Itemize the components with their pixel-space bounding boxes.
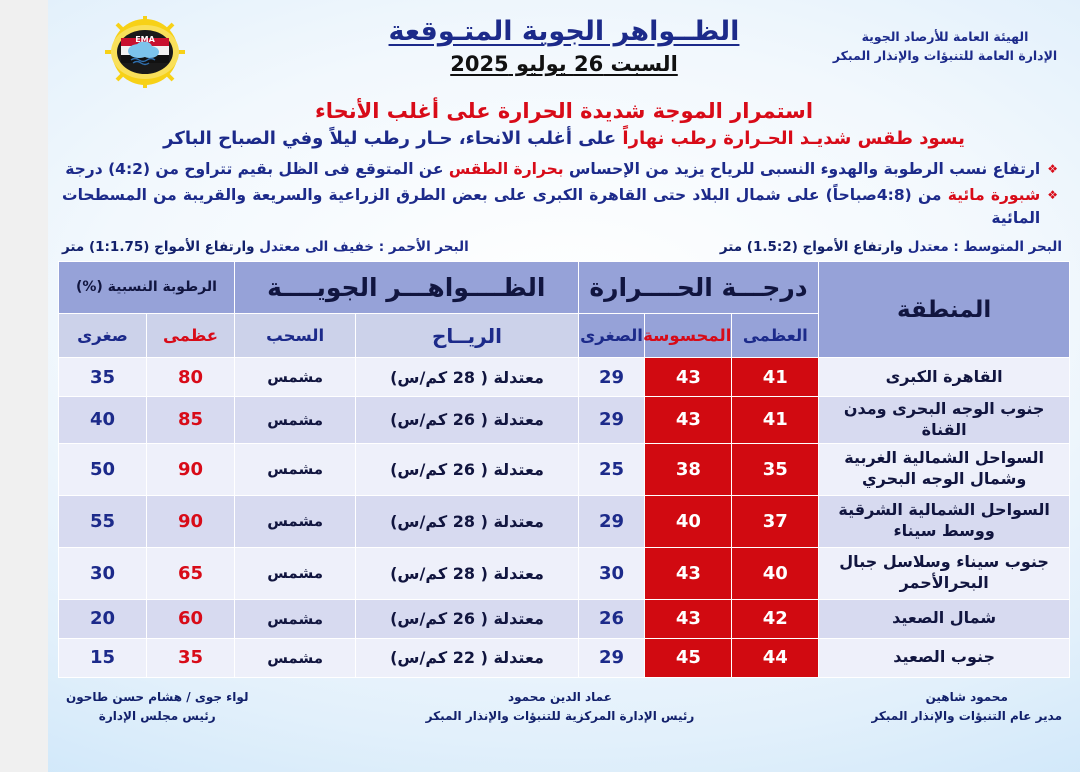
- signature-footer: [48, 688, 1080, 726]
- cell-temp-felt: 38: [645, 443, 732, 495]
- diamond-bullet-icon: ❖: [1047, 162, 1058, 177]
- signature-block: [426, 688, 695, 726]
- forecast-table-wrap: [58, 261, 1070, 678]
- cell-wind: معتدلة ( 26 كم/س): [356, 397, 578, 444]
- cell-temp-max: 42: [732, 599, 819, 638]
- bullet-list: [48, 158, 1080, 230]
- diamond-bullet-icon: ❖: [1047, 187, 1058, 202]
- list-item: [62, 184, 1058, 231]
- cell-temp-max: 35: [732, 443, 819, 495]
- column-header-temp-max: العظمى: [742, 326, 808, 346]
- cell-humidity-max: 60: [147, 599, 235, 638]
- organization-block: [820, 27, 1070, 66]
- sea-conditions-row: [48, 239, 1080, 255]
- column-header-region: المنطقة: [819, 262, 1070, 358]
- cell-temp-felt: 45: [645, 638, 732, 677]
- weather-description: [48, 126, 1080, 152]
- cell-temp-min: 30: [578, 547, 645, 599]
- signature-block: [66, 688, 248, 726]
- slide-canvas: [48, 0, 1080, 772]
- cell-temp-min: 25: [578, 443, 645, 495]
- cell-temp-felt: 43: [645, 599, 732, 638]
- cell-humidity-max: 35: [147, 638, 235, 677]
- svg-text:EMA: EMA: [135, 35, 155, 44]
- signature-name: عماد الدين محمود: [508, 689, 612, 704]
- cell-humidity-max: 90: [147, 443, 235, 495]
- table-row: [59, 547, 1070, 599]
- cell-cloud: مشمس: [234, 358, 355, 397]
- page-title: الظــواهر الجوية المتـوقعة: [388, 16, 740, 47]
- cell-wind: معتدلة ( 26 كم/س): [356, 443, 578, 495]
- cell-wind: معتدلة ( 28 كم/س): [356, 495, 578, 547]
- cell-humidity-min: 50: [59, 443, 147, 495]
- cell-humidity-min: 55: [59, 495, 147, 547]
- table-row: [59, 397, 1070, 444]
- cell-temp-max: 41: [732, 358, 819, 397]
- column-header-humidity-min: صغرى: [77, 326, 128, 346]
- cell-humidity-max: 90: [147, 495, 235, 547]
- page-header: [48, 0, 1080, 96]
- cell-temp-min: 29: [578, 495, 645, 547]
- red-sea-wave-height: وارتفاع الأمواج (1:1.75) متر: [62, 239, 255, 256]
- cell-humidity-min: 40: [59, 397, 147, 444]
- ema-logo-icon: [99, 14, 191, 90]
- cell-region: القاهرة الكبرى: [819, 358, 1070, 397]
- cell-wind: معتدلة ( 28 كم/س): [356, 547, 578, 599]
- column-group-header-phenomena: الظــــواهـــر الجويــــة: [234, 262, 578, 314]
- cell-temp-min: 26: [578, 599, 645, 638]
- cell-humidity-min: 30: [59, 547, 147, 599]
- table-head: [59, 262, 1070, 358]
- mediterranean-sea-label: البحر المتوسط : معتدل: [907, 239, 1062, 256]
- table-body: [59, 358, 1070, 678]
- mediterranean-wave-height: وارتفاع الأمواج (1.5:2) متر: [719, 239, 903, 256]
- cell-temp-min: 29: [578, 358, 645, 397]
- cell-temp-felt: 43: [645, 547, 732, 599]
- red-sea-label: البحر الأحمر : خفيف الى معتدل: [259, 239, 469, 256]
- cell-cloud: مشمس: [234, 638, 355, 677]
- cell-wind: معتدلة ( 26 كم/س): [356, 599, 578, 638]
- forecast-table: [58, 261, 1070, 678]
- table-row: [59, 599, 1070, 638]
- weather-description-part1: يسود طقس شديـد الحـرارة رطب نهاراً: [622, 128, 965, 150]
- bullet-0-segment-c: عن المتوقع فى الظل بقيم تتراوح من (4:2) درجة: [65, 160, 444, 179]
- mediterranean-sea-conditions: [720, 239, 1062, 255]
- cell-cloud: مشمس: [234, 397, 355, 444]
- table-row: [59, 638, 1070, 677]
- column-group-header-humidity: الرطوبة النسبية (%): [59, 262, 235, 314]
- heat-wave-headline: استمرار الموجة شديدة الحرارة على أغلب الأنحاء: [314, 99, 814, 123]
- cell-humidity-max: 65: [147, 547, 235, 599]
- cell-region: السواحل الشمالية الشرقية ووسط سيناء: [819, 495, 1070, 547]
- summary-block: [48, 97, 1080, 152]
- cell-wind: معتدلة ( 22 كم/س): [356, 638, 578, 677]
- org-authority-name: الهيئة العامة للأرصاد الجوية: [861, 29, 1029, 44]
- column-header-temp-felt: المحسوسة: [643, 326, 732, 346]
- list-item: [62, 158, 1058, 181]
- cell-humidity-max: 80: [147, 358, 235, 397]
- table-row: [59, 495, 1070, 547]
- bullet-0-segment-b: بحرارة الطقس: [448, 160, 564, 179]
- cell-region: جنوب سيناء وسلاسل جبال البحرالأحمر: [819, 547, 1070, 599]
- cell-temp-max: 44: [732, 638, 819, 677]
- signature-block: [871, 688, 1062, 726]
- forecast-date: السبت 26 يوليو 2025: [450, 52, 678, 77]
- cell-temp-max: 37: [732, 495, 819, 547]
- cell-temp-max: 41: [732, 397, 819, 444]
- cell-cloud: مشمس: [234, 547, 355, 599]
- cell-humidity-min: 35: [59, 358, 147, 397]
- signature-name: لواء جوى / هشام حسن طاحون: [66, 689, 249, 704]
- org-department-name: الإدارة العامة للتنبؤات والإنذار المبكر: [832, 48, 1058, 64]
- cell-temp-felt: 43: [645, 358, 732, 397]
- cell-temp-felt: 40: [645, 495, 732, 547]
- cell-temp-felt: 43: [645, 397, 732, 444]
- table-group-header-row: [59, 262, 1070, 314]
- bullet-0-segment-a: ارتفاع نسب الرطوبة والهدوء النسبى للرياح يزيد من الإحساس: [568, 160, 1041, 179]
- column-header-wind: الريــاح: [432, 323, 502, 348]
- cell-humidity-max: 85: [147, 397, 235, 444]
- table-row: [59, 443, 1070, 495]
- cell-wind: معتدلة ( 28 كم/س): [356, 358, 578, 397]
- signature-role: رئيس مجلس الإدارة: [98, 708, 216, 723]
- cell-temp-min: 29: [578, 638, 645, 677]
- signature-name: محمود شاهين: [925, 689, 1008, 704]
- cell-temp-max: 40: [732, 547, 819, 599]
- signature-role: مدير عام التنبؤات والإنذار المبكر: [871, 708, 1062, 723]
- cell-humidity-min: 15: [59, 638, 147, 677]
- column-group-header-temperature: درجـــة الحــــرارة: [578, 262, 819, 314]
- cell-cloud: مشمس: [234, 495, 355, 547]
- cell-humidity-min: 20: [59, 599, 147, 638]
- signature-role: رئيس الإدارة المركزية للتنبؤات والإنذار المبكر: [425, 708, 695, 723]
- cell-region: شمال الصعيد: [819, 599, 1070, 638]
- column-header-cloud: السحب: [266, 326, 325, 346]
- bullet-text: [62, 184, 1040, 231]
- bullet-text: [62, 158, 1040, 181]
- cell-cloud: مشمس: [234, 599, 355, 638]
- cell-region: جنوب الصعيد: [819, 638, 1070, 677]
- cell-region: جنوب الوجه البحرى ومدن القناة: [819, 397, 1070, 444]
- table-row: [59, 358, 1070, 397]
- bullet-1-segment-b: من (4:8صباحاً) على شمال البلاد حتى القاهرة الكبرى على بعض الطرق الزراعية والسريعة والقريبة من المسطحات المائية: [62, 185, 1041, 227]
- bullet-1-segment-a: شبورة مائية: [947, 185, 1041, 204]
- column-header-humidity-max: عظمى: [162, 326, 219, 346]
- cell-temp-min: 29: [578, 397, 645, 444]
- column-header-temp-min: الصغرى: [580, 326, 643, 346]
- cell-region: السواحل الشمالية الغربية وشمال الوجه البحري: [819, 443, 1070, 495]
- cell-cloud: مشمس: [234, 443, 355, 495]
- red-sea-conditions: [62, 239, 469, 255]
- weather-description-part2: على أغلب الانحاء، حـار رطب ليلاً وفي الصباح الباكر: [163, 128, 617, 150]
